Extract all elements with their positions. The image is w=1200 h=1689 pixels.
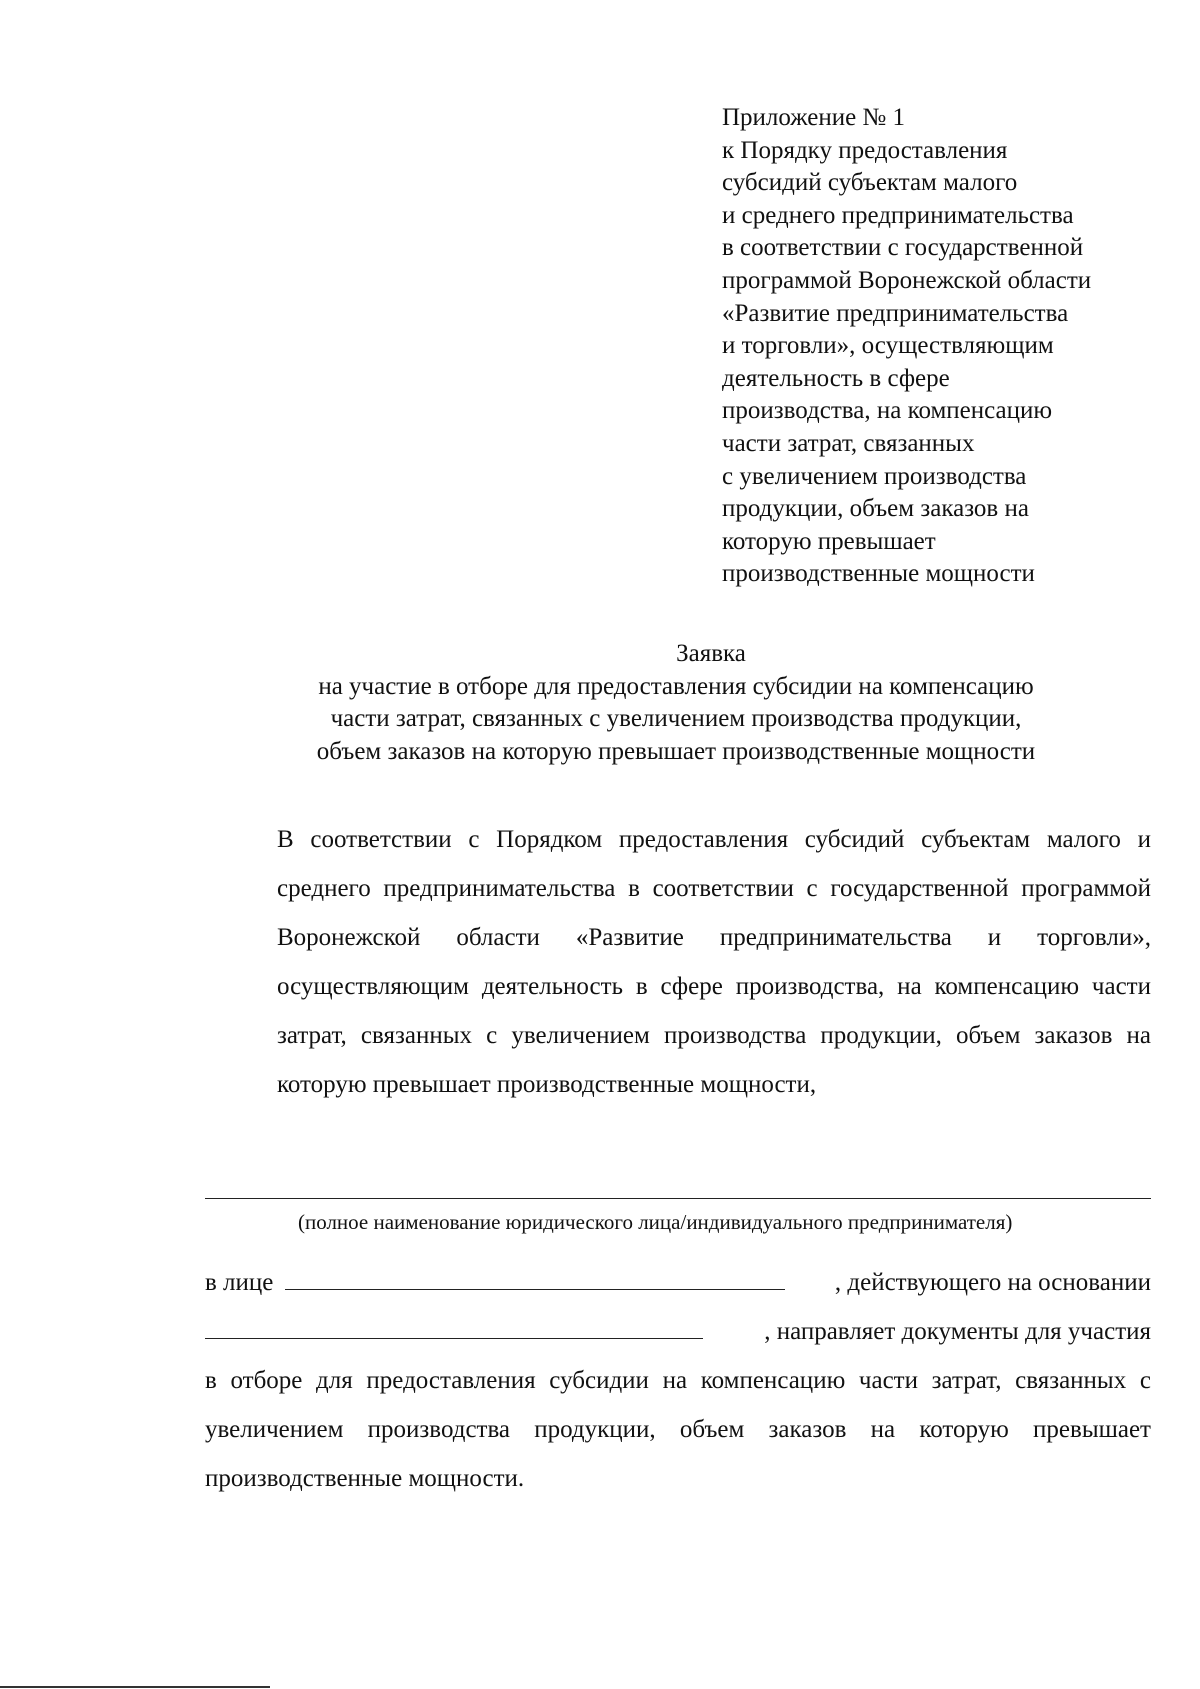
title-line: на участие в отборе для предоставления субсидии на компенсацию [318,672,1034,700]
body-paragraph [205,815,1151,1109]
in-person-prefix: в лице [205,1269,274,1296]
in-person-suffix: , действующего на основании [834,1269,1151,1296]
closing-paragraph [205,1356,1151,1503]
appendix-line: производства, на компенсацию [722,397,1053,425]
application-title [150,638,1200,768]
basis-suffix: , направляет документы для участия [764,1318,1151,1345]
basis-line [205,1307,1151,1356]
appendix-line: «Развитие предпринимательства [722,299,1069,327]
organization-name-line [205,1198,1151,1199]
appendix-line: субсидий субъектам малого [722,169,1018,197]
appendix-line: в соответствии с государственной [722,234,1084,262]
appendix-line: Приложение № 1 [722,104,906,131]
appendix-line: деятельность в сфере [722,364,950,392]
organization-name-caption: (полное наименование юридического лица/индивидуального предпринимателя) [298,1210,1013,1234]
appendix-line: с увеличением производства [722,462,1027,490]
title-line: объем заказов на которую превышает производственные мощности [316,737,1036,765]
appendix-line: продукции, объем заказов на [722,495,1029,523]
footer-divider [0,1686,270,1688]
representative-line [205,1258,1151,1307]
body-paragraph-text: В соответствии с Порядком предоставления субсидий субъектам малого и среднего предпринимательства в соответствии с государственной программой Воронежской области «Развитие предпринимательства и торговли», осуществляющим деятельность в сфере производства, на компенсацию части затрат, связанных с увеличением производства продукции, объем заказов на которую превышает производственные мощности, [277,826,1151,1098]
representative-blank [285,1267,785,1290]
appendix-header [722,102,1162,591]
appendix-line: производственные мощности [722,560,1035,588]
closing-paragraph-text: в отборе для предоставления субсидии на компенсацию части затрат, связанных с увеличением производства продукции, объем заказов на которую превышает производственные мощности. [205,1367,1151,1492]
appendix-line: и торговли», осуществляющим [722,332,1054,360]
title-word: Заявка [676,640,746,667]
basis-blank [205,1316,703,1339]
appendix-line: к Порядку предоставления [722,136,1008,164]
appendix-line: части затрат, связанных [722,429,975,457]
appendix-line: которую превышает [722,527,936,555]
appendix-line: программой Воронежской области [722,266,1092,294]
appendix-line: и среднего предпринимательства [722,201,1074,229]
title-line: части затрат, связанных с увеличением производства продукции, [330,705,1022,732]
